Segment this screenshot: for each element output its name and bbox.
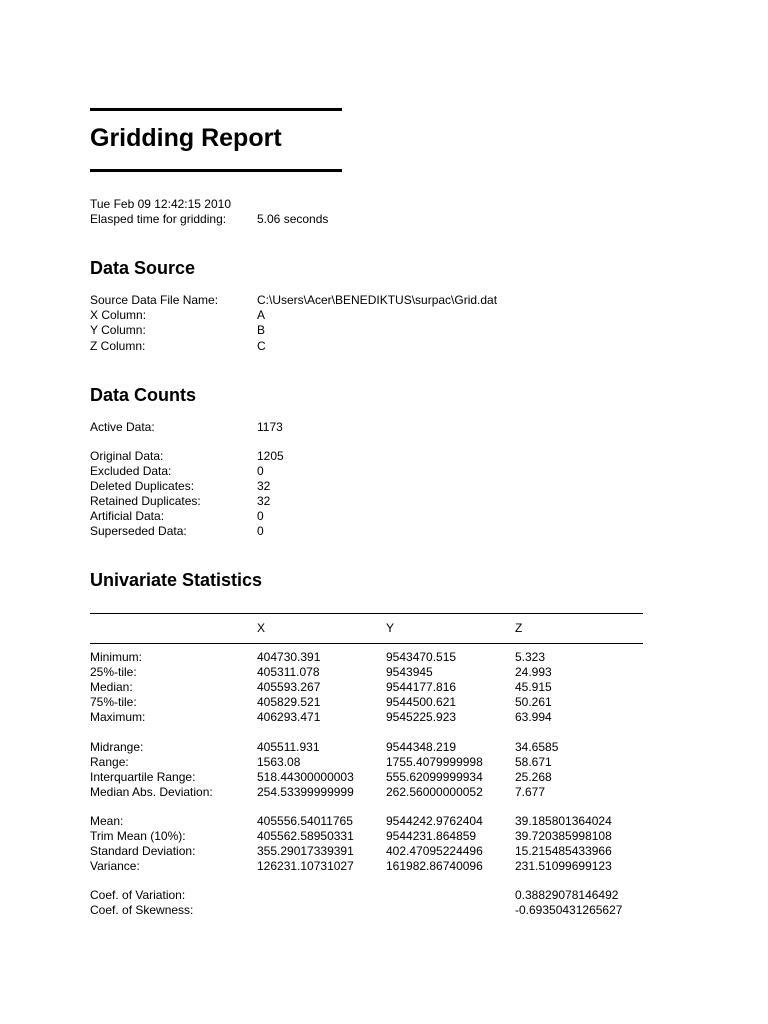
excluded-data-value: 0 xyxy=(257,464,264,478)
z-column-label: Z Column: xyxy=(90,339,146,353)
stat-value-y: 9544231.864859 xyxy=(386,828,477,843)
retained-duplicates-value: 32 xyxy=(257,494,271,508)
original-data-value: 1205 xyxy=(257,449,284,463)
stat-value-y: 9544348.219 xyxy=(386,740,457,754)
elapsed-label: Elasped time for gridding: xyxy=(90,212,227,226)
stat-value-y: 1755.4079999998 xyxy=(386,754,483,769)
stat-value-x: 405829.521 xyxy=(257,694,321,709)
excluded-data-label: Excluded Data: xyxy=(90,464,172,478)
stat-value-x: 254.53399999999 xyxy=(257,784,354,799)
stat-value-z: 25.268 xyxy=(515,769,552,784)
y-column-label: Y Column: xyxy=(90,323,146,337)
univariate-heading: Univariate Statistics xyxy=(90,570,263,590)
stat-label: Maximum: xyxy=(90,709,146,724)
y-column-value: B xyxy=(257,323,266,337)
deleted-duplicates-value: 32 xyxy=(257,479,271,493)
stats-rule-header xyxy=(90,643,643,644)
stat-value-y: 9544177.816 xyxy=(386,679,457,694)
stat-label: Median: xyxy=(90,679,133,694)
artificial-data-label: Artificial Data: xyxy=(90,509,165,523)
stat-label: Coef. of Variation: xyxy=(90,888,186,902)
stat-value-x: 405562.58950331 xyxy=(257,828,354,843)
stat-value-y: 9544242.9762404 xyxy=(386,814,483,828)
z-column-value: C xyxy=(257,339,266,353)
artificial-data-value: 0 xyxy=(257,509,264,523)
stat-value-y: 9543945 xyxy=(386,664,433,679)
stat-label: Minimum: xyxy=(90,650,143,664)
original-data-label: Original Data: xyxy=(90,449,164,463)
stat-label: 25%-tile: xyxy=(90,664,137,679)
stat-label: Variance: xyxy=(90,858,140,873)
stat-value-x: 126231.10731027 xyxy=(257,858,354,873)
data-source-heading: Data Source xyxy=(90,258,196,278)
stat-value-z: 39.185801364024 xyxy=(515,814,612,828)
stat-value-z: 15.215485433966 xyxy=(515,843,612,858)
x-column-value: A xyxy=(257,308,266,322)
stat-label: Range: xyxy=(90,754,129,769)
stat-value-x: 405593.267 xyxy=(257,679,321,694)
stat-label: Mean: xyxy=(90,814,124,828)
stat-label: Standard Deviation: xyxy=(90,843,196,858)
superseded-data-value: 0 xyxy=(257,524,264,538)
stat-label: Median Abs. Deviation: xyxy=(90,784,213,799)
stat-value-y: 9543470.515 xyxy=(386,650,457,664)
source-file-label: Source Data File Name: xyxy=(90,293,219,307)
stat-label: Trim Mean (10%): xyxy=(90,828,186,843)
stat-value-z: -0.69350431265627 xyxy=(515,902,623,917)
stat-value-y: 262.56000000052 xyxy=(386,784,483,799)
stat-value-y: 161982.86740096 xyxy=(386,858,483,873)
stat-value-z: 7.677 xyxy=(515,784,546,799)
stat-value-x: 405311.078 xyxy=(257,664,320,679)
stat-value-y: 9544500.621 xyxy=(386,694,457,709)
report-date: Tue Feb 09 12:42:15 2010 xyxy=(90,197,231,211)
stat-label: 75%-tile: xyxy=(90,694,137,709)
stat-value-y: 402.47095224496 xyxy=(386,843,483,858)
stat-value-z: 24.993 xyxy=(515,664,552,679)
active-data-label: Active Data: xyxy=(90,420,155,434)
column-header-z: Z xyxy=(515,621,523,635)
column-header-x: X xyxy=(257,621,266,635)
stat-value-y: 9545225.923 xyxy=(386,709,457,724)
stat-value-x: 355.29017339391 xyxy=(257,843,354,858)
stat-label: Coef. of Skewness: xyxy=(90,902,194,917)
stat-value-x: 1563.08 xyxy=(257,754,301,769)
elapsed-value: 5.06 seconds xyxy=(257,212,329,226)
stat-value-z: 5.323 xyxy=(515,650,546,664)
superseded-data-label: Superseded Data: xyxy=(90,524,187,538)
stat-value-z: 45.915 xyxy=(515,679,552,694)
stat-value-z: 34.6585 xyxy=(515,740,559,754)
stat-value-z: 58.671 xyxy=(515,754,552,769)
active-data-value: 1173 xyxy=(257,420,283,434)
stat-value-z: 0.38829078146492 xyxy=(515,888,619,902)
x-column-label: X Column: xyxy=(90,308,147,322)
title-rule-top xyxy=(90,108,342,111)
stat-value-z: 50.261 xyxy=(515,694,552,709)
deleted-duplicates-label: Deleted Duplicates: xyxy=(90,479,195,493)
stat-value-z: 39.720385998108 xyxy=(515,828,612,843)
stat-label: Midrange: xyxy=(90,740,144,754)
stat-value-x: 404730.391 xyxy=(257,650,321,664)
stat-value-x: 405556.54011765 xyxy=(257,814,353,828)
stat-value-y: 555.62099999934 xyxy=(386,769,483,784)
report-title: Gridding Report xyxy=(90,124,282,152)
stat-value-z: 63.994 xyxy=(515,709,552,724)
stat-value-z: 231.51099699123 xyxy=(515,858,612,873)
title-rule-bottom xyxy=(90,169,342,172)
stat-label: Interquartile Range: xyxy=(90,769,196,784)
retained-duplicates-label: Retained Duplicates: xyxy=(90,494,201,508)
data-counts-heading: Data Counts xyxy=(90,385,197,405)
stats-rule-top xyxy=(90,613,643,614)
stat-value-x: 406293.471 xyxy=(257,709,321,724)
column-header-y: Y xyxy=(386,621,395,635)
stat-value-x: 405511.931 xyxy=(257,740,320,754)
source-file-value: C:\Users\Acer\BENEDIKTUS\surpac\Grid.dat xyxy=(257,293,498,307)
stat-value-x: 518.44300000003 xyxy=(257,769,354,784)
